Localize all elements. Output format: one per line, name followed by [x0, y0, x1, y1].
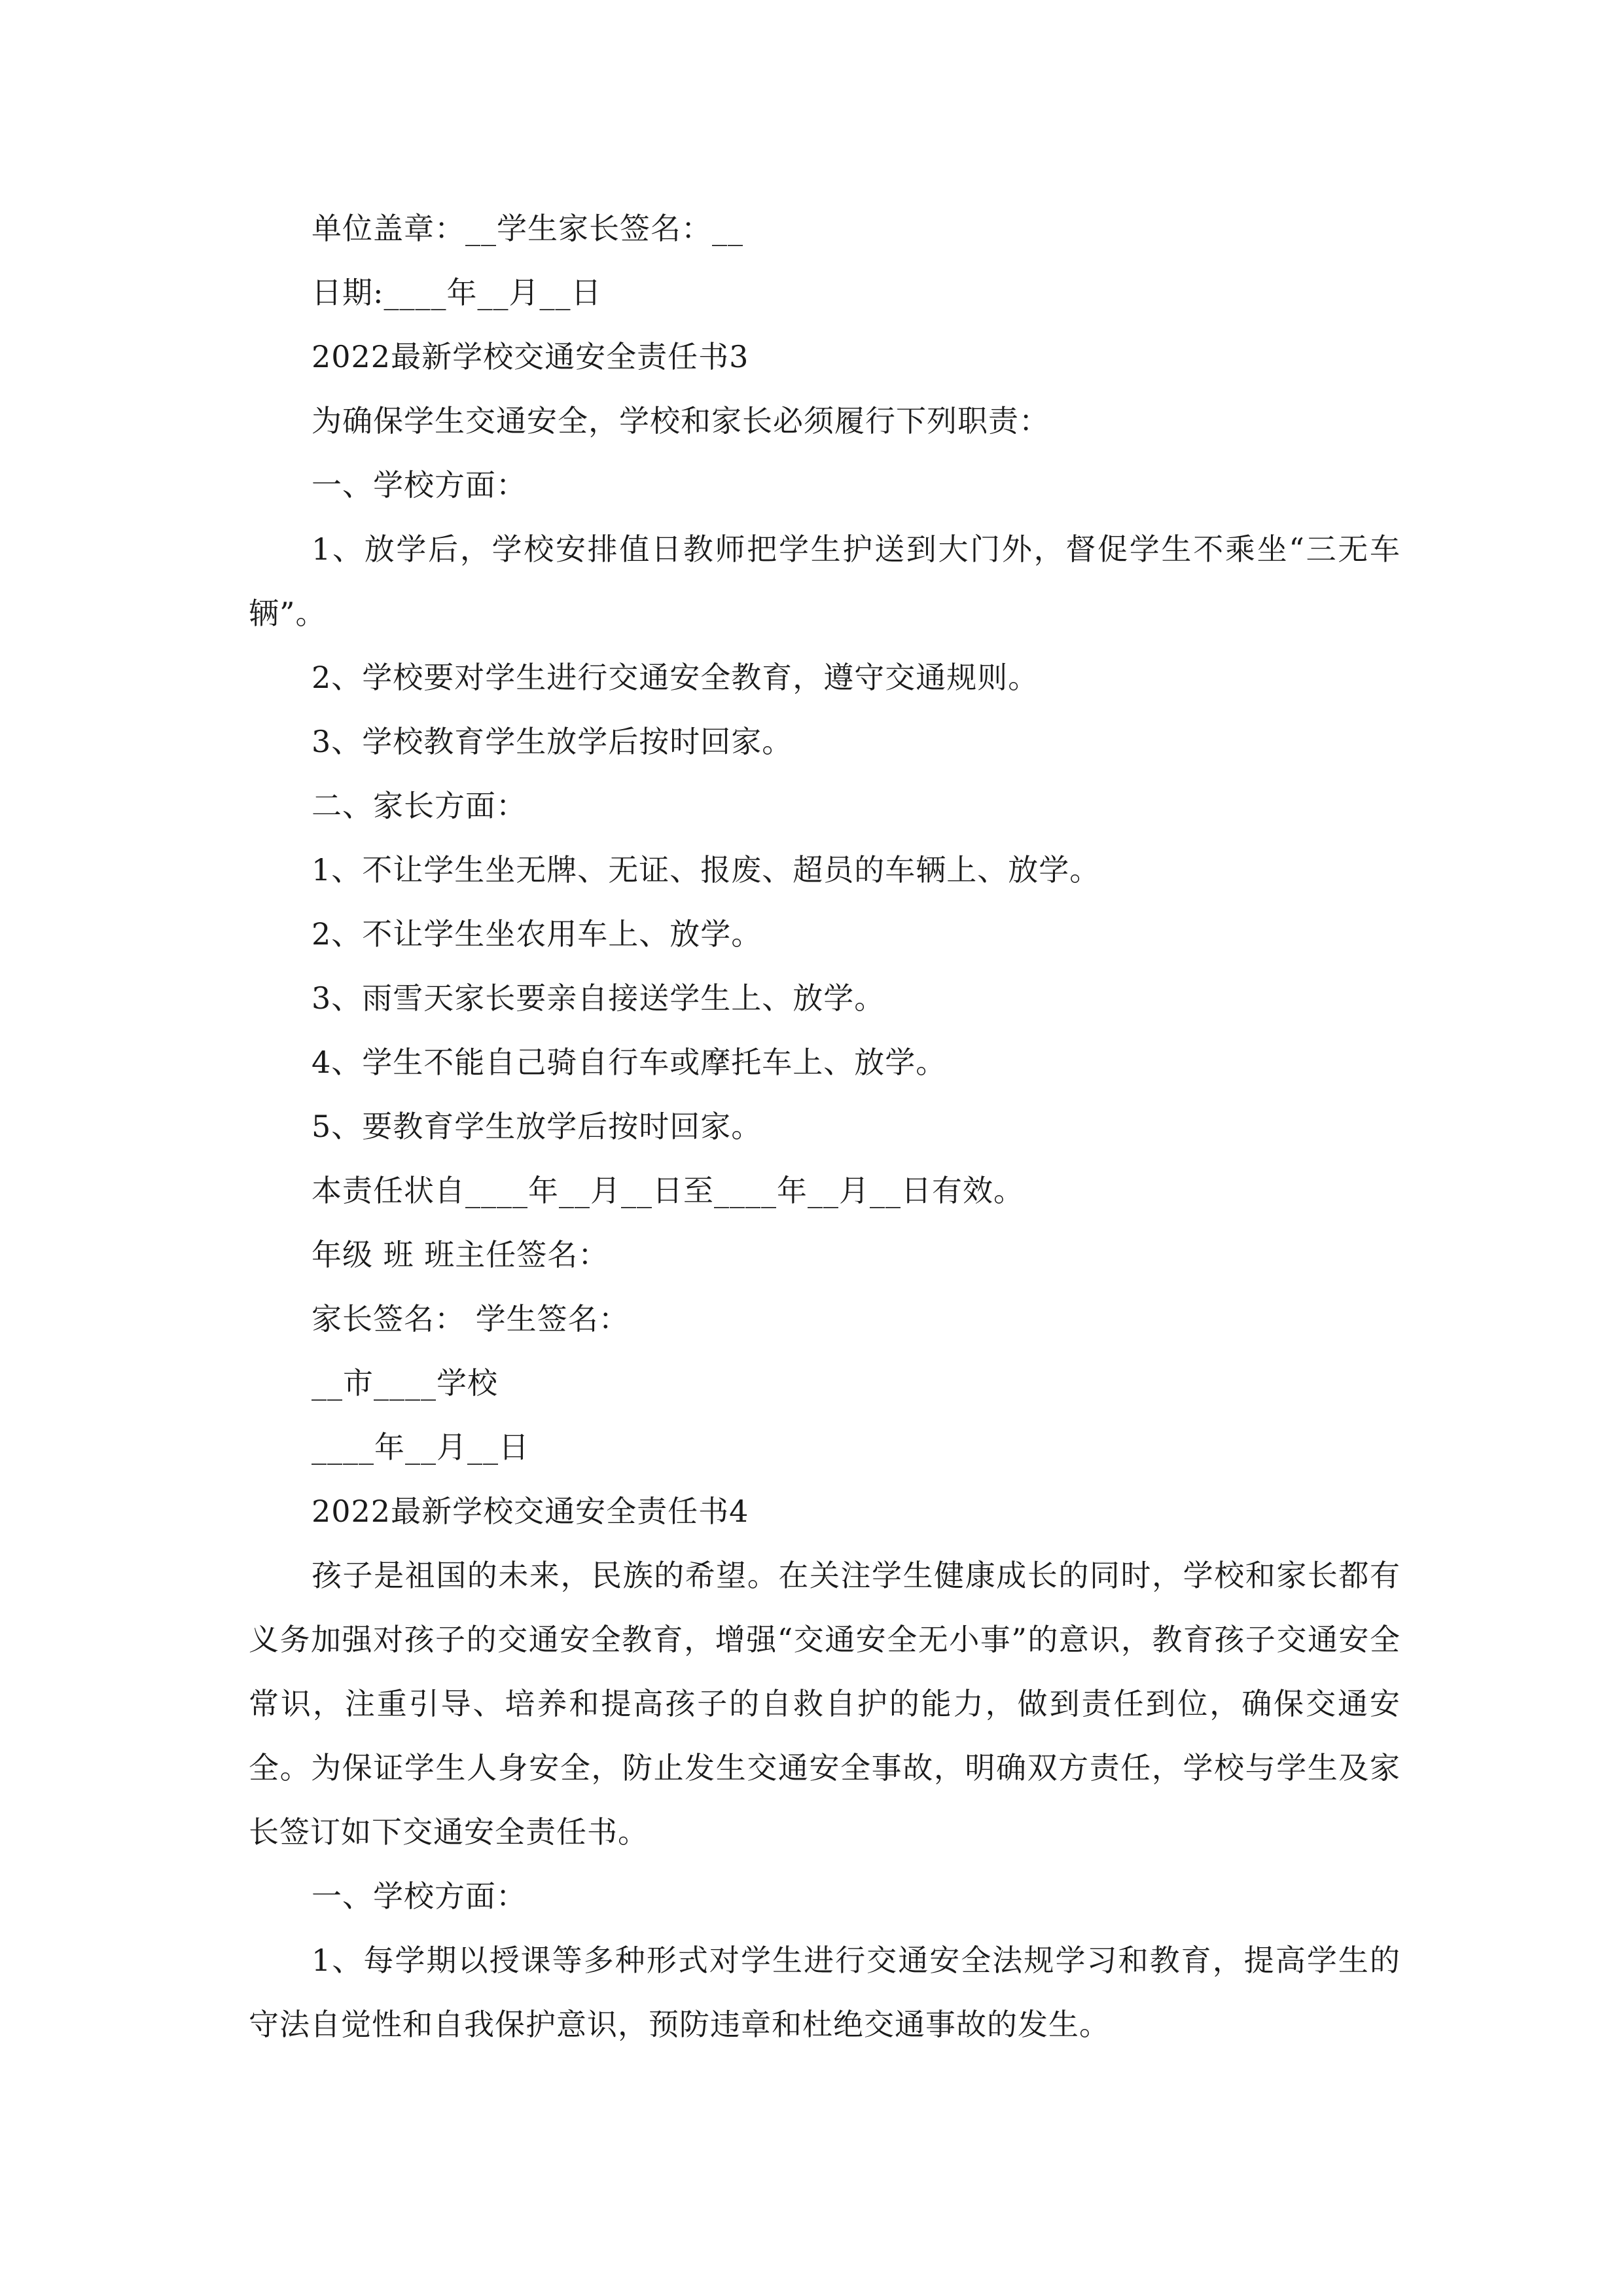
section-3-school-heading: 一、学校方面： [312, 467, 527, 503]
section-3-parent-item-5: 5、要教育学生放学后按时回家。 [312, 1109, 762, 1144]
section-3-parent-item-2: 2、不让学生坐农用车上、放学。 [312, 916, 762, 952]
section-4-title: 2022最新学校交通安全责任书4 [312, 1494, 749, 1529]
section-3-parent-item-1: 1、不让学生坐无牌、无证、报废、超员的车辆上、放学。 [312, 852, 1101, 888]
section-3-parent-item-3: 3、雨雪天家长要亲自接送学生上、放学。 [312, 980, 885, 1016]
validity-period: 本责任状自____年__月__日至____年__月__日有效。 [312, 1173, 1024, 1208]
section-4-school-item-1: 1、每学期以授课等多种形式对学生进行交通安全法规学习和教育，提高学生的守法自觉性和自我保护意识，预防违章和杜绝交通事故的发生。 [249, 1943, 1400, 2042]
section-4-school-heading: 一、学校方面： [312, 1878, 527, 1914]
section-3-school-item-1: 1、放学后，学校安排值日教师把学生护送到大门外，督促学生不乘坐“三无车辆”。 [249, 531, 1400, 631]
section-3-date: ____年__月__日 [312, 1429, 529, 1465]
section-4-intro: 孩子是祖国的未来，民族的希望。在关注学生健康成长的同时，学校和家长都有义务加强对孩子的交通安全教育，增强“交通安全无小事”的意识，教育孩子交通安全常识，注重引导、培养和提高孩子的自救自护的能力，做到责任到位，确保交通安全。为保证学生人身安全，防止发生交通安全事故，明确双方责任，学校与学生及家长签订如下交通安全责任书。 [249, 1558, 1400, 1850]
stamp-signature-line: 单位盖章：__学生家长签名：__ [312, 211, 743, 246]
date-line: 日期:____年__月__日 [312, 275, 602, 310]
section-3-school-item-3: 3、学校教育学生放学后按时回家。 [312, 724, 793, 759]
section-3-parent-item-4: 4、学生不能自己骑自行车或摩托车上、放学。 [312, 1045, 947, 1080]
parent-student-signature: 家长签名： 学生签名： [312, 1301, 630, 1336]
section-3-parent-heading: 二、家长方面： [312, 788, 527, 823]
school-name-line: __市____学校 [312, 1365, 498, 1401]
section-3-title: 2022最新学校交通安全责任书3 [312, 339, 749, 374]
section-3-school-item-2: 2、学校要对学生进行交通安全教育，遵守交通规则。 [312, 660, 1039, 695]
section-3-intro: 为确保学生交通安全，学校和家长必须履行下列职责： [312, 403, 1050, 439]
document-body [249, 196, 1400, 2056]
class-teacher-signature: 年级 班 班主任签名： [312, 1237, 609, 1272]
